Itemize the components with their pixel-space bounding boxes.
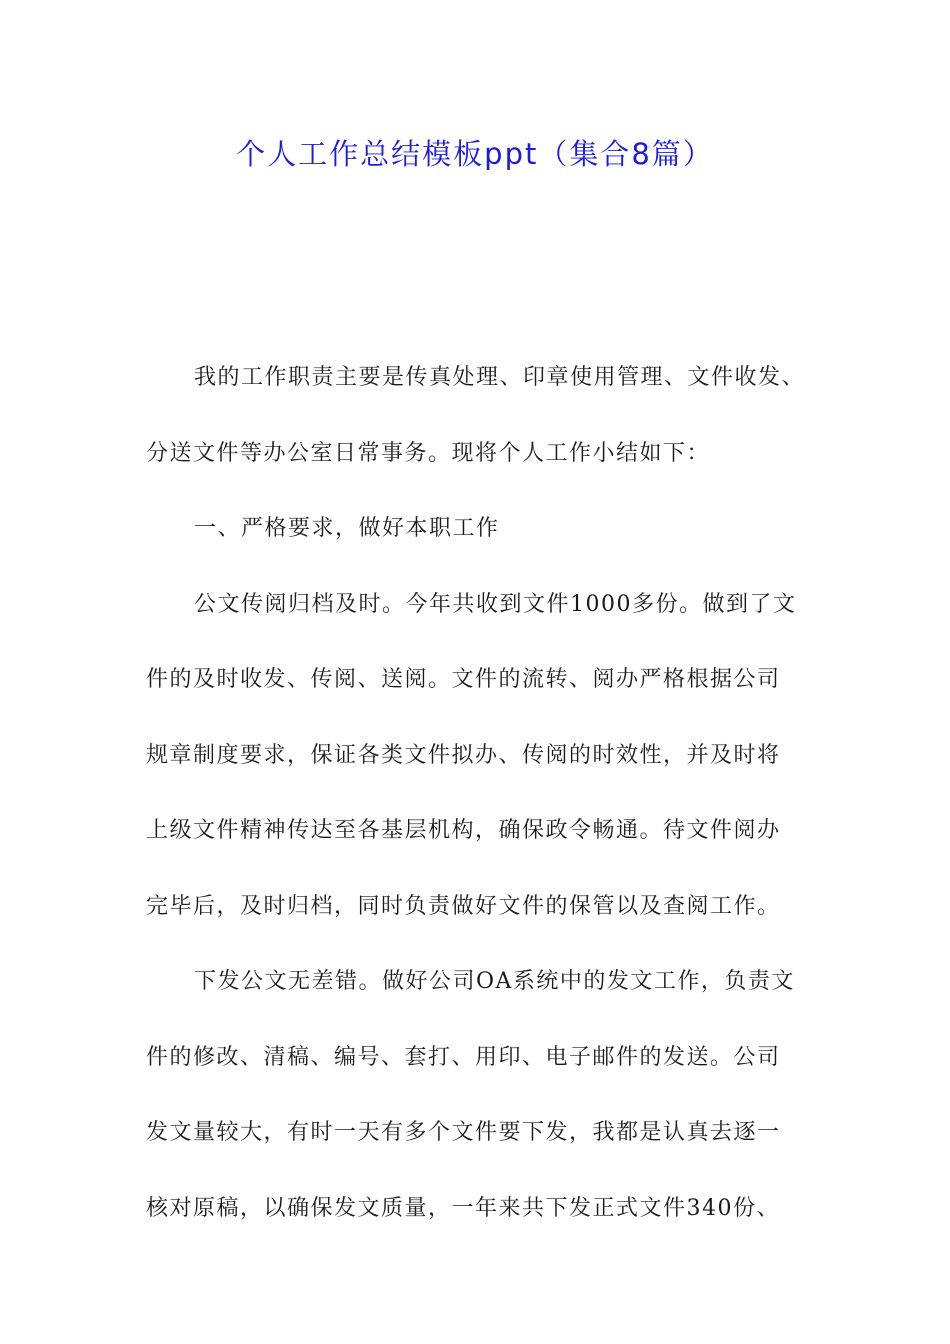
document-body	[146, 340, 826, 1246]
document-title: 个人工作总结模板ppt（集合8篇）	[236, 137, 714, 171]
paragraph-line: 公文传阅归档及时。今年共收到文件1000多份。做到了文	[194, 591, 797, 617]
paragraph-line: 件的及时收发、传阅、送阅。文件的流转、阅办严格根据公司	[146, 667, 781, 692]
paragraph-line: 核对原稿，以确保发文质量，一年来共下发正式文件340份、	[146, 1195, 780, 1221]
paragraph-line: 下发公文无差错。做好公司OA系统中的发文工作，负责文	[194, 969, 795, 994]
paragraph-line: 规章制度要求，保证各类文件拟办、传阅的时效性，并及时将	[146, 742, 781, 768]
paragraph-line: 发文量较大，有时一天有多个文件要下发，我都是认真去逐一	[146, 1120, 781, 1145]
section-heading: 一、严格要求，做好本职工作	[194, 516, 500, 541]
paragraph-line: 上级文件精神传达至各基层机构，确保政令畅通。待文件阅办	[146, 818, 781, 843]
paragraph-line: 我的工作职责主要是传真处理、印章使用管理、文件收发、	[194, 365, 806, 390]
paragraph-line: 分送文件等办公室日常事务。现将个人工作小结如下：	[146, 440, 711, 466]
paragraph-line: 完毕后，及时归档，同时负责做好文件的保管以及查阅工作。	[146, 893, 781, 919]
paragraph-line: 件的修改、清稿、编号、套打、用印、电子邮件的发送。公司	[146, 1044, 781, 1070]
